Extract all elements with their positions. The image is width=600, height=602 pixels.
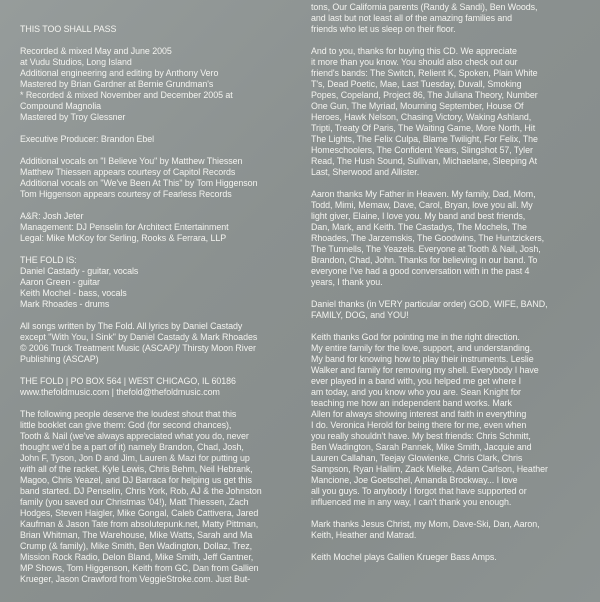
- text-line: with all of the racket. Kyle Lewis, Chris Behm, Neil Hebrank,: [20, 464, 253, 474]
- text-line: Aaron Green - guitar: [20, 277, 100, 287]
- paragraph-thanks-you: [311, 46, 586, 178]
- paragraph-members: [20, 255, 295, 310]
- text-line: T's, Dead Poetic, Mae, Last Tuesday, Duvall, Smoking: [311, 79, 522, 89]
- text-line: Executive Producer: Brandon Ebel: [20, 134, 155, 144]
- text-line: The Tunnells, The Yeazels. Everyone at Tooth & Nail, Josh,: [311, 244, 541, 254]
- text-line: everyone I've had a good conversation with in the past 4: [311, 266, 530, 276]
- text-line: A&R: Josh Jeter: [20, 211, 84, 221]
- paragraph-additional-vocals: [20, 156, 295, 200]
- text-line: Crump (& family), Mike Smith, Ben Wadington, Dollaz, Trez,: [20, 541, 253, 551]
- text-line: Brian Whitman, The Warehouse, Mike Watts, Sarah and Ma: [20, 530, 253, 540]
- text-line: © 2006 Truck Treatment Music (ASCAP)/ Thirsty Moon River: [20, 343, 256, 353]
- text-line: Magoo, Chris Yeazel, and DJ Barraca for helping us get this: [20, 475, 252, 485]
- text-line: Dan, Mark, and Keith. The Castadys, The Mochels, The: [311, 222, 527, 232]
- text-line: friend's bands: The Switch, Relient K, Spoken, Plain White: [311, 68, 538, 78]
- text-line: Lauren Callahan, Teejay Glowienke, Chris Clark, Chris: [311, 453, 523, 463]
- text-line: Keith Mochel - bass, vocals: [20, 288, 127, 298]
- text-line: Last, Sherwood and Allister.: [311, 167, 420, 177]
- paragraph-executive: [20, 134, 295, 145]
- text-line: family (you saved our Christmas '04!), Matt Thiessen, Zach: [20, 497, 249, 507]
- text-line: you really shouldn't have. My best friends: Chris Schmitt,: [311, 431, 531, 441]
- text-line: Hodges, Steven Haigler, Mike Gongal, Caleb Cattivera, Jared: [20, 508, 259, 518]
- text-line: Matthew Thiessen appears courtesy of Capitol Records: [20, 167, 236, 177]
- text-line: Popes, Copeland, Project 86, The Juliana Theory, Number: [311, 90, 538, 100]
- text-line: Daniel thanks (in VERY particular order) GOD, WIFE, BAND,: [311, 299, 548, 309]
- text-line: Mastered by Troy Glessner: [20, 112, 126, 122]
- text-line: Daniel Castady - guitar, vocals: [20, 266, 139, 276]
- text-line: years, I thank you.: [311, 277, 383, 287]
- text-line: and last but not least all of the amazing families and: [311, 13, 513, 23]
- text-line: www.thefoldmusic.com | thefold@thefoldmusic.com: [20, 387, 220, 397]
- text-line: Todd, Mimi, Memaw, Dave, Carol, Bryan, love you all. My: [311, 200, 533, 210]
- text-line: Mark Rhoades - drums: [20, 299, 110, 309]
- paragraph-thanks-aaron: [311, 189, 586, 288]
- text-line: THIS TOO SHALL PASS: [20, 24, 117, 34]
- paragraph-thanks-daniel: [311, 299, 586, 321]
- text-line: Brandon, Chad, John. Thanks for believing in our band. To: [311, 255, 538, 265]
- text-line: John F, Tyson, Jon D and Jim, Lauren & Mazi for putting up: [20, 453, 250, 463]
- text-line: Keith Mochel plays Gallien Krueger Bass Amps.: [311, 552, 497, 562]
- text-line: Krueger, Jason Crawford from VeggieStroke.com. Just But-: [20, 574, 251, 584]
- text-line: Ben Wadington, Sarah Pannek, Mike Smith, Jacquie and: [311, 442, 532, 452]
- paragraph-thanks-band: [20, 409, 295, 585]
- text-line: The following people deserve the loudest shout that this: [20, 409, 237, 419]
- text-line: Additional vocals on "We've Been At This" by Tom Higgenson: [20, 178, 258, 188]
- text-line: Walker and family for removing my shell. Everybody I have: [311, 365, 539, 375]
- text-line: Keith thanks God for pointing me in the right direction.: [311, 332, 520, 342]
- text-line: MP Shows, Tom Higgenson, Keith from GC, Dan from Gallien: [20, 563, 259, 573]
- text-line: My band for knowing how to play their instruments. Leslie: [311, 354, 534, 364]
- text-line: THE FOLD IS:: [20, 255, 77, 265]
- paragraph-credits-title: [20, 24, 295, 35]
- text-line: Sampson, Ryan Hallim, Zack Mielke, Adam Carlson, Heather: [311, 464, 548, 474]
- text-line: THE FOLD | PO BOX 564 | WEST CHICAGO, IL 60186: [20, 376, 236, 386]
- paragraph-songwriting: [20, 321, 295, 365]
- text-line: Recorded & mixed May and June 2005: [20, 46, 172, 56]
- text-line: Kaufman & Jason Tate from absolutepunk.net, Matty Pittman,: [20, 519, 259, 529]
- text-line: influenced me in any way, I can't thank you enough.: [311, 497, 512, 507]
- text-line: except "With You, I Sink" by Daniel Castady & Mark Rhoades: [20, 332, 258, 342]
- text-line: teaching me how an independent band works. Mark: [311, 398, 512, 408]
- text-line: Aaron thanks My Father in Heaven. My family, Dad, Mom,: [311, 189, 536, 199]
- text-line: Management: DJ Penselin for Architect Entertainment: [20, 222, 229, 232]
- text-line: All songs written by The Fold. All lyrics by Daniel Castady: [20, 321, 243, 331]
- text-line: The Lights, The Felix Culpa, Blame Twilight, For Felix, The: [311, 134, 538, 144]
- text-line: Publishing (ASCAP): [20, 354, 99, 364]
- text-line: I do. Veronica Herold for being there for me, even when: [311, 420, 527, 430]
- paragraph-thanks-keith: [311, 332, 586, 508]
- text-line: thought we'd be a part of it) namely Brandon, Chad, Josh,: [20, 442, 244, 452]
- text-line: And to you, thanks for buying this CD. We appreciate: [311, 46, 517, 56]
- text-line: * Recorded & mixed November and December 2005 at: [20, 90, 233, 100]
- text-line: Additional engineering and editing by Anthony Vero: [20, 68, 219, 78]
- text-line: Mark thanks Jesus Christ, my Mom, Dave-Ski, Dan, Aaron,: [311, 519, 540, 529]
- text-line: light giver, Elaine, I love you. My band and best friends,: [311, 211, 526, 221]
- paragraph-management: [20, 211, 295, 244]
- paragraph-thanks-mark: [311, 519, 586, 541]
- text-line: Additional vocals on "I Believe You" by Matthew Thiessen: [20, 156, 243, 166]
- text-line: friends who let us sleep on their floor.: [311, 24, 456, 34]
- text-line: FAMILY, DOG, and YOU!: [311, 310, 409, 320]
- paragraph-endorsement: [311, 552, 586, 563]
- paragraph-thanks-band-cont: [311, 2, 586, 35]
- text-line: Homeschoolers, The Confident Years, Slingshot 57, Tyler: [311, 145, 533, 155]
- text-line: Mancione, Joe Goetschel, Amanda Brockway... I love: [311, 475, 518, 485]
- text-line: Legal: Mike McKoy for Serling, Rooks & Ferrara, LLP: [20, 233, 227, 243]
- text-line: ever played in a band with, you helped me get where I: [311, 376, 521, 386]
- text-line: at Vudu Studios, Long Island: [20, 57, 132, 67]
- text-line: all you guys. To anybody I forgot that have supported or: [311, 486, 527, 496]
- text-line: Read, The Hush Sound, Sullivan, Michaelane, Sleeping At: [311, 156, 538, 166]
- text-line: am today, and you know who you are. Sean Knight for: [311, 387, 521, 397]
- text-line: band started. DJ Penselin, Chris York, Rob, AJ & the Johnston: [20, 486, 262, 496]
- right-column: [311, 2, 586, 574]
- text-line: Allen for always showing interest and faith in everything: [311, 409, 527, 419]
- text-line: little booklet can give them: God (for second chances),: [20, 420, 232, 430]
- text-line: Mastered by Brian Gardner at Bernie Grundman's: [20, 79, 214, 89]
- paragraph-recording: [20, 46, 295, 123]
- text-line: My entire family for the love, support, and understanding.: [311, 343, 533, 353]
- text-line: Tooth & Nail (we've always appreciated what you do, never: [20, 431, 249, 441]
- text-line: Compound Magnolia: [20, 101, 102, 111]
- text-line: Tom Higgenson appears courtesy of Fearless Records: [20, 189, 232, 199]
- text-line: Mission Rock Radio, Delon Bland, Mike Smith, Jeff Gantner,: [20, 552, 254, 562]
- text-line: it more than you know. You should also check out our: [311, 57, 518, 67]
- text-line: Tripti, Treaty Of Paris, The Waiting Game, More North, Hit: [311, 123, 536, 133]
- text-line: One Gun, The Myriad, Mourning September, House Of: [311, 101, 524, 111]
- left-column: [20, 24, 295, 596]
- text-line: tons, Our California parents (Randy & Sandi), Ben Woods,: [311, 2, 538, 12]
- text-line: Rhoades, The Jarzemskis, The Goodwins, The Huntzickers,: [311, 233, 545, 243]
- paragraph-contact: [20, 376, 295, 398]
- text-line: Heroes, Hawk Nelson, Chasing Victory, Waking Ashland,: [311, 112, 532, 122]
- text-line: Keith, Heather and Matrad.: [311, 530, 417, 540]
